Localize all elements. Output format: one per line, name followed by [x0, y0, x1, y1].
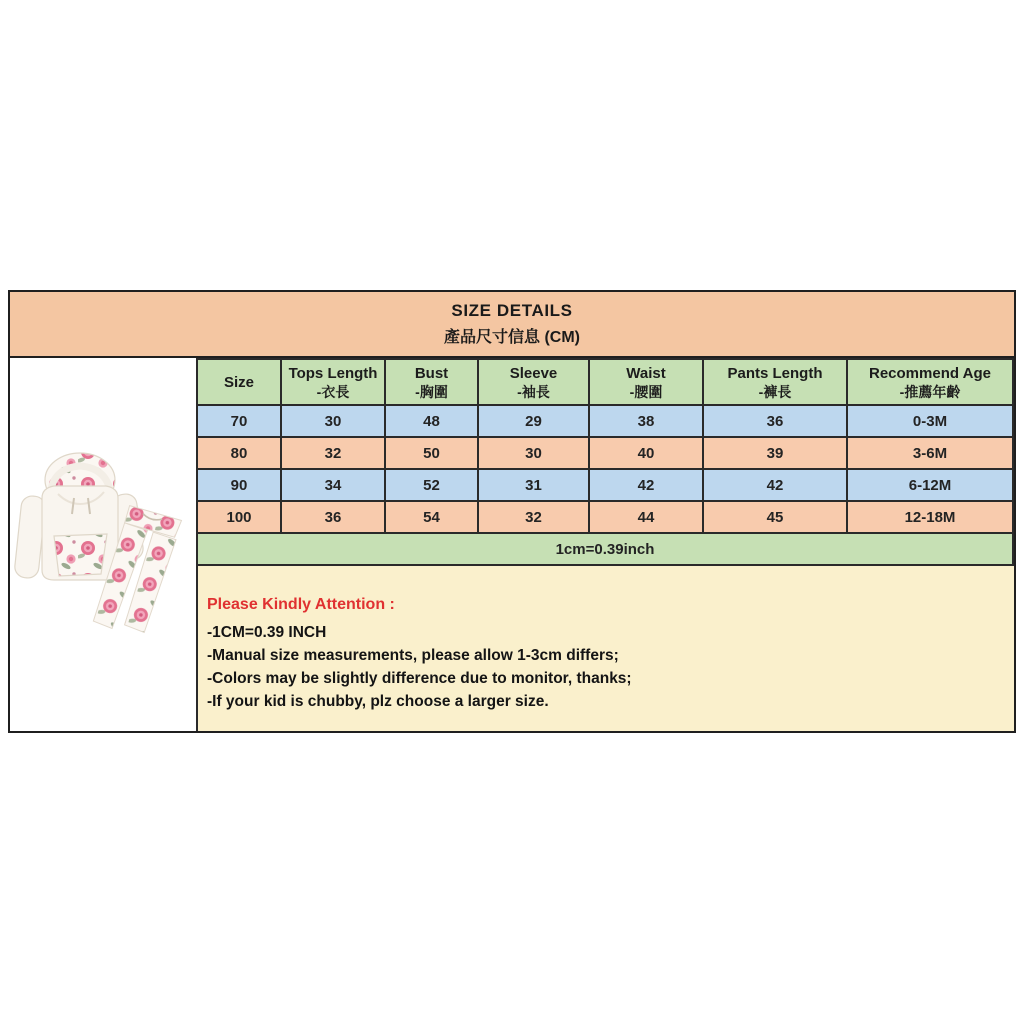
col-header-recommend-age-zh: -推薦年齡: [899, 383, 961, 400]
attention-line-colors: -Colors may be slightly difference due to monitor, thanks;: [207, 670, 632, 687]
col-header-waist: [589, 359, 703, 405]
data-panel: [196, 358, 1014, 731]
cell-sleeve: 29: [478, 405, 589, 437]
cell-pants-length: 39: [703, 437, 847, 469]
col-header-sleeve: [478, 359, 589, 405]
cell-bust: 50: [385, 437, 478, 469]
col-header-pants-length: [703, 359, 847, 405]
col-header-bust-en: Bust: [414, 364, 449, 382]
col-header-tops-length-zh: -衣長: [316, 383, 350, 400]
col-header-sleeve-en: Sleeve: [509, 364, 558, 382]
table-row-size-100: [197, 501, 1013, 533]
cell-recommend-age: 0-3M: [847, 405, 1013, 437]
cell-size: 80: [197, 437, 281, 469]
table-header-row: [197, 359, 1013, 405]
col-header-recommend-age: [847, 359, 1013, 405]
col-header-waist-en: Waist: [626, 364, 666, 382]
col-header-size-en: Size: [223, 373, 254, 391]
cell-bust: 48: [385, 405, 478, 437]
cell-bust: 54: [385, 501, 478, 533]
unit-note-row: [197, 533, 1013, 565]
content-area: [10, 358, 1014, 731]
attention-line-chubby: -If your kid is chubby, plz choose a larger size.: [207, 693, 549, 710]
cell-recommend-age: 3-6M: [847, 437, 1013, 469]
cell-pants-length: 45: [703, 501, 847, 533]
table-row-size-80: [197, 437, 1013, 469]
cell-waist: 40: [589, 437, 703, 469]
cell-sleeve: 32: [478, 501, 589, 533]
cell-size: 100: [197, 501, 281, 533]
cell-waist: 42: [589, 469, 703, 501]
col-header-sleeve-zh: -袖長: [517, 383, 550, 400]
cell-tops-length: 36: [281, 501, 385, 533]
attention-line-measurements: -Manual size measurements, please allow 1-3cm differs;: [207, 647, 619, 664]
col-header-tops-length-en: Tops Length: [288, 364, 378, 382]
attention-title: Please Kindly Attention :: [207, 596, 395, 613]
table-row-size-90: [197, 469, 1013, 501]
size-chart-panel: [8, 290, 1016, 733]
unit-note: 1cm=0.39inch: [197, 533, 1013, 565]
cell-sleeve: 30: [478, 437, 589, 469]
col-header-bust: [385, 359, 478, 405]
col-header-bust-zh: -胸圍: [415, 383, 448, 400]
cell-waist: 38: [589, 405, 703, 437]
col-header-pants-length-en: Pants Length: [727, 364, 823, 382]
cell-bust: 52: [385, 469, 478, 501]
cell-size: 70: [197, 405, 281, 437]
page-title-chinese: 產品尺寸信息 (CM): [444, 329, 580, 346]
cell-waist: 44: [589, 501, 703, 533]
size-table: [196, 358, 1014, 566]
page-title: SIZE DETAILS: [451, 301, 573, 320]
cell-tops-length: 34: [281, 469, 385, 501]
product-photo: [14, 442, 190, 666]
col-header-tops-length: [281, 359, 385, 405]
cell-tops-length: 32: [281, 437, 385, 469]
attention-line-inch: -1CM=0.39 INCH: [207, 624, 327, 641]
title-band: [10, 292, 1014, 358]
table-row-size-70: [197, 405, 1013, 437]
product-photo-panel: [10, 358, 196, 731]
cell-tops-length: 30: [281, 405, 385, 437]
col-header-recommend-age-en: Recommend Age: [869, 364, 991, 382]
cell-sleeve: 31: [478, 469, 589, 501]
cell-pants-length: 36: [703, 405, 847, 437]
col-header-size: [197, 359, 281, 405]
col-header-waist-zh: -腰圍: [629, 383, 663, 400]
attention-box: [196, 566, 1014, 731]
cell-recommend-age: 6-12M: [847, 469, 1013, 501]
cell-recommend-age: 12-18M: [847, 501, 1013, 533]
cell-pants-length: 42: [703, 469, 847, 501]
col-header-pants-length-zh: -褲長: [758, 383, 792, 400]
cell-size: 90: [197, 469, 281, 501]
